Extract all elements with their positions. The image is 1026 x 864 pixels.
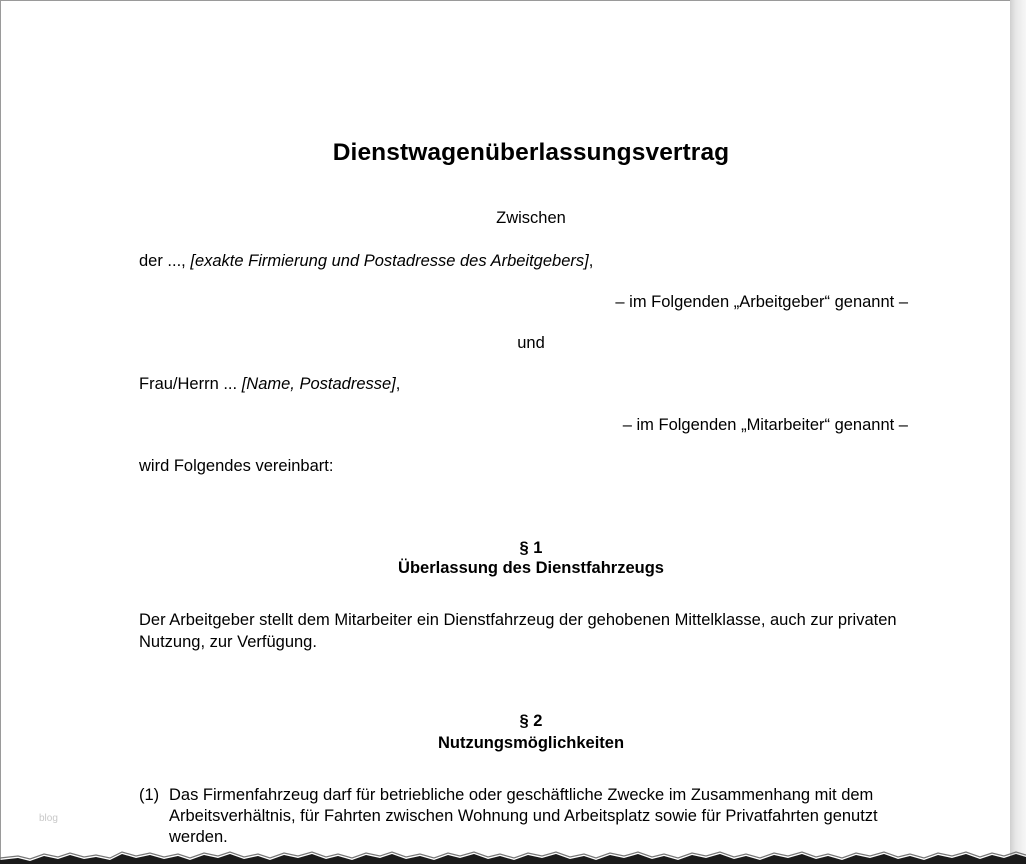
section-1-heading: Überlassung des Dienstfahrzeugs (398, 559, 664, 577)
between-label: Zwischen (496, 209, 566, 227)
employer-placeholder: [exakte Firmierung und Postadresse des Arbeitgebers] (190, 252, 589, 270)
section-2-heading: Nutzungsmöglichkeiten (437, 734, 625, 752)
and-label: und (517, 334, 545, 352)
employee-prefix: Frau/Herrn ... (139, 375, 238, 393)
agreement-intro: wird Folgendes vereinbart: (139, 457, 334, 475)
section-1-number: § 1 (519, 539, 543, 557)
employer-suffix: , (588, 252, 594, 270)
section-2-number: § 2 (519, 712, 543, 730)
list-item-text: Das Firmenfahrzeug darf für betriebliche oder geschäftliche Zwecke im Zusammenhang mit dem Arbeitsverhältnis, für Fahrten zwischen Wohnung und Arbeitsplatz sowie für Privatfahrten genutzt werden. (169, 786, 878, 846)
employer-prefix: der ..., (139, 252, 186, 270)
document-title: Dienstwagenüberlassungsvertrag (332, 139, 730, 166)
employer-line (139, 252, 593, 271)
employee-suffix: , (395, 375, 401, 393)
section-1-text: Der Arbeitgeber stellt dem Mitarbeiter ein Dienstfahrzeug der gehobenen Mittelklasse, auch zur privaten Nutzung, zur Verfügung. (139, 611, 897, 651)
watermark-text: blog (39, 813, 58, 824)
employee-role: – im Folgenden „Mitarbeiter“ genannt – (622, 416, 908, 434)
list-item-number: (1) (139, 786, 160, 804)
employee-placeholder: [Name, Postadresse] (241, 375, 396, 393)
employee-line (139, 375, 400, 394)
employer-role: – im Folgenden „Arbeitgeber“ genannt – (615, 293, 908, 311)
page-shadow (1010, 0, 1026, 864)
torn-paper-edge (0, 824, 1026, 864)
